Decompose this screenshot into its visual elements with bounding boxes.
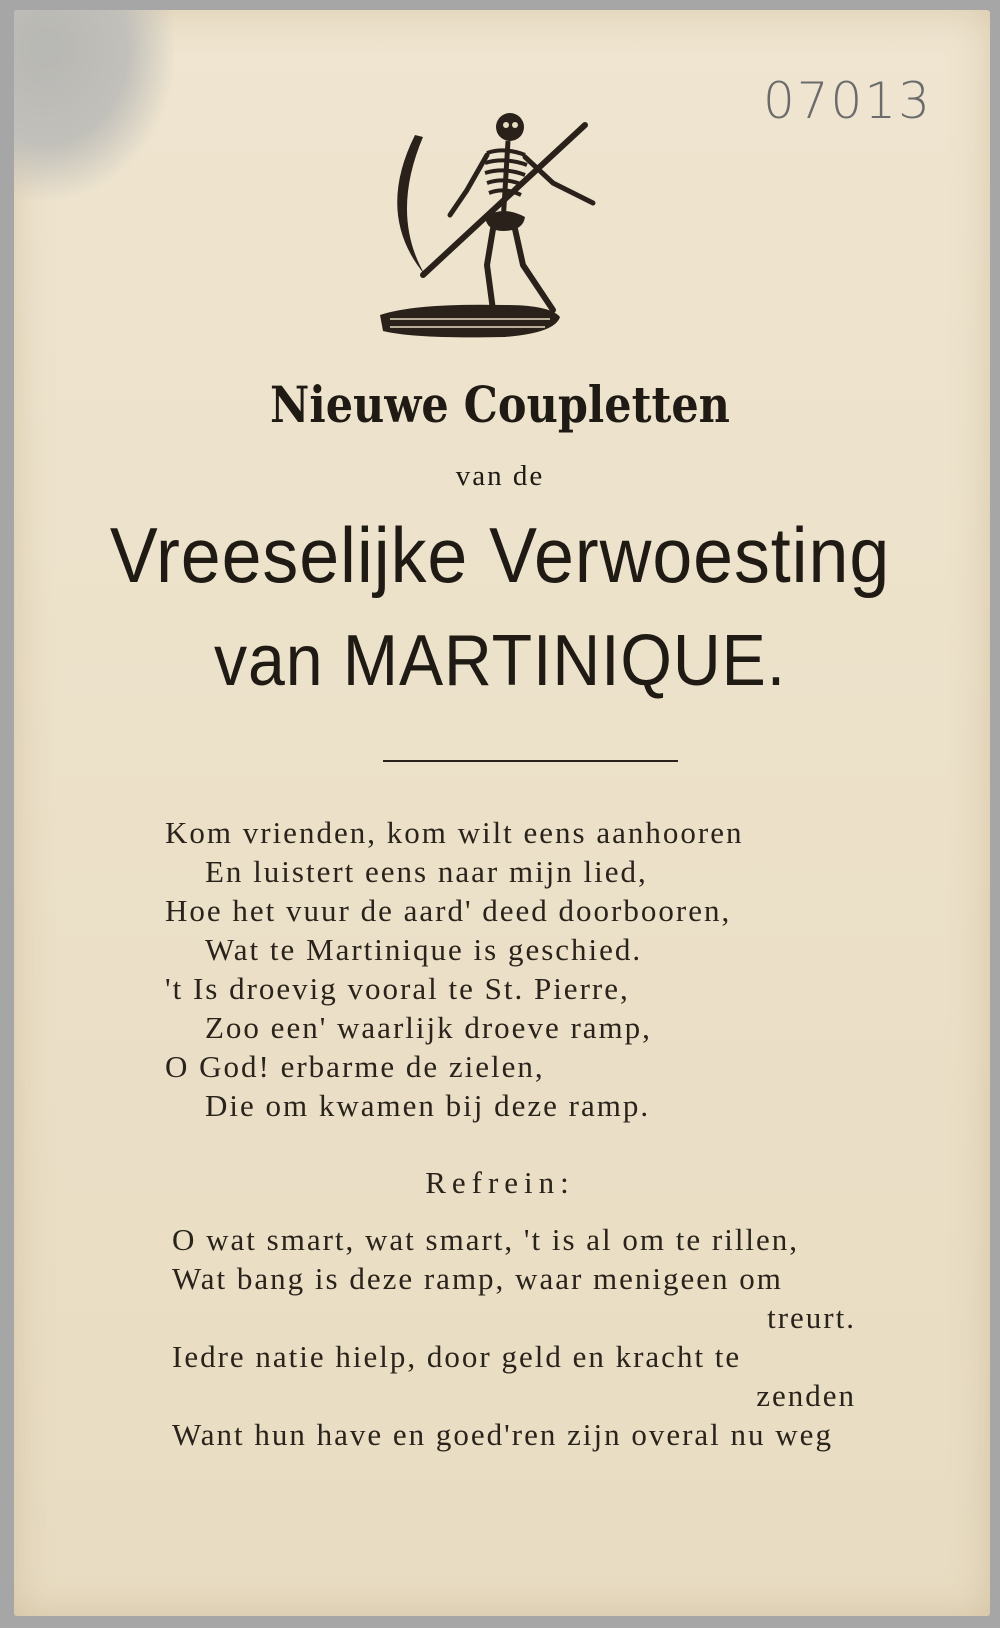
- title-line-3: Vreeselijke Verwoesting: [109, 511, 891, 599]
- verse-line-6: Zoo een' waarlijk droeve ramp,: [205, 1010, 652, 1045]
- title-divider: [383, 760, 678, 762]
- corner-stain: [14, 10, 174, 200]
- refrain-line-6: Want hun have en goed'ren zijn overal nu weg: [172, 1417, 833, 1452]
- verse-line-1: Kom vrienden, kom wilt eens aanhooren: [165, 815, 744, 850]
- refrain-line-4: Iedre natie hielp, door geld en kracht te: [172, 1339, 742, 1374]
- skeleton-with-scythe-icon: [375, 105, 635, 355]
- verse-line-5: 't Is droevig vooral te St. Pierre,: [165, 971, 630, 1006]
- verse-line-7: O God! erbarme de zielen,: [165, 1049, 545, 1084]
- verse-line-2: En luistert eens naar mijn lied,: [205, 854, 648, 889]
- refrain-line-5: zenden: [756, 1378, 856, 1413]
- catalog-number: 07013: [762, 72, 932, 130]
- title-line-4: van MARTINIQUE.: [213, 621, 787, 701]
- refrain-line-3: treurt.: [767, 1300, 856, 1335]
- verse-line-8: Die om kwamen bij deze ramp.: [205, 1088, 651, 1123]
- refrain-heading: Refrein:: [425, 1165, 575, 1200]
- verse-line-4: Wat te Martinique is geschied.: [205, 932, 643, 967]
- title-line-1: Nieuwe Coupletten: [270, 375, 730, 434]
- title-line-2: van de: [455, 460, 545, 492]
- verse-line-3: Hoe het vuur de aard' deed doorbooren,: [165, 893, 732, 928]
- refrain-line-2: Wat bang is deze ramp, waar menigeen om: [172, 1261, 783, 1296]
- refrain-line-1: O wat smart, wat smart, 't is al om te rillen,: [172, 1222, 800, 1257]
